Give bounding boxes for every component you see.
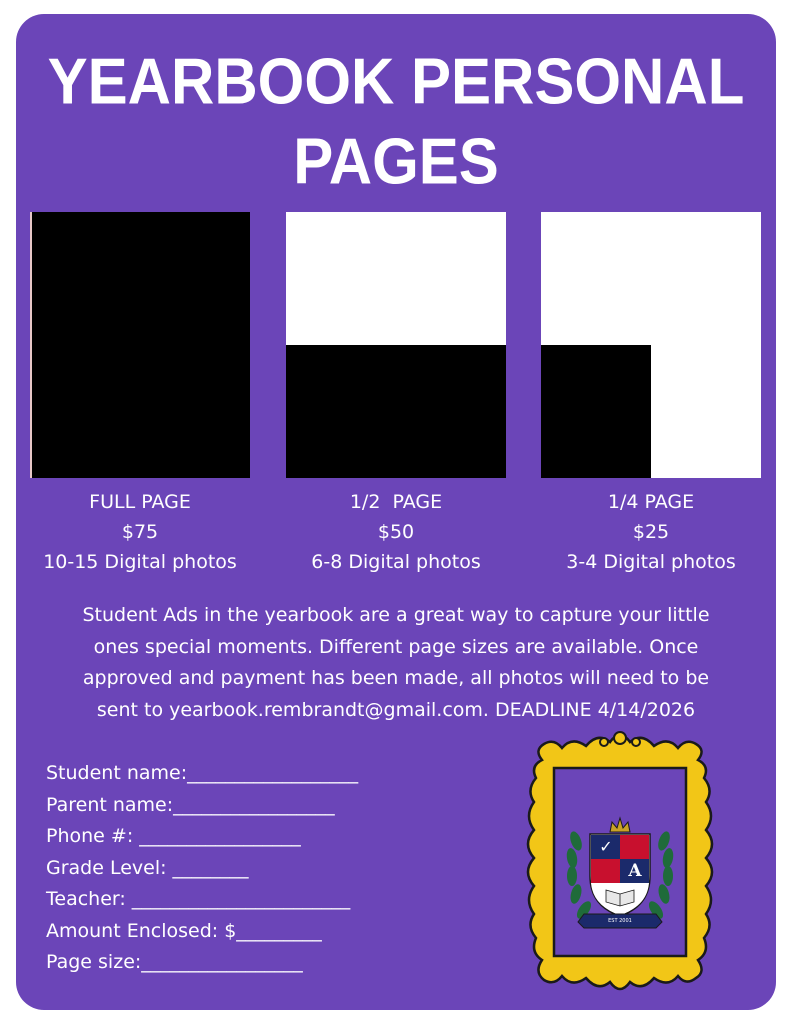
amount-enclosed-field[interactable]: Amount Enclosed: $_________ [46,919,322,942]
option-name: 1/4 PAGE [607,491,695,513]
description-line: approved and payment has been made, all photos will need to be [82,667,710,689]
half-page-fill [286,345,506,478]
quarter-page-fill [541,345,651,478]
diagram-edge [30,212,32,478]
crest-check-mark: ✓ [599,837,613,856]
description-line: sent to yearbook.rembrandt@gmail.com. DEADLINE 4/14/2026 [96,698,696,721]
full-page-fill [30,212,250,478]
option-price: $50 [377,521,415,543]
parent-name-field[interactable]: Parent name:_________________ [46,793,335,816]
option-price: $75 [121,521,159,543]
page-size-field[interactable]: Page size:_________________ [46,951,303,973]
option-photos: 3-4 Digital photos [566,551,736,573]
teacher-field[interactable]: Teacher: _______________________ [46,888,351,910]
order-form [46,758,358,979]
description-line: ones special moments. Different page sizes are available. Once [93,635,699,658]
phone-field[interactable]: Phone #: _________________ [46,825,301,847]
quarter-page-caption [531,487,771,577]
full-page-diagram [30,212,250,478]
title-line-1: YEARBOOK PERSONAL [47,45,745,118]
crest-established: EST 2001 [608,918,632,924]
gold-frame [514,726,726,998]
quarter-page-diagram [541,212,761,478]
half-page-caption [276,487,516,577]
full-page-caption [20,487,260,577]
half-page-diagram [286,212,506,478]
ornate-frame-icon [514,726,726,998]
option-photos: 6-8 Digital photos [311,551,481,573]
option-photos: 10-15 Digital photos [43,551,237,573]
title-line-2: PAGES [293,125,499,198]
option-name: FULL PAGE [89,491,191,513]
description-paragraph [24,600,768,726]
description-line: Student Ads in the yearbook are a great way to capture your little [82,604,710,626]
grade-level-field[interactable]: Grade Level: ________ [46,856,249,879]
option-name: 1/2 PAGE [349,491,443,513]
option-price: $25 [632,521,670,543]
crest-letter-a: A [628,861,642,881]
flyer-card [16,14,776,1010]
student-name-field[interactable]: Student name:__________________ [46,762,359,784]
